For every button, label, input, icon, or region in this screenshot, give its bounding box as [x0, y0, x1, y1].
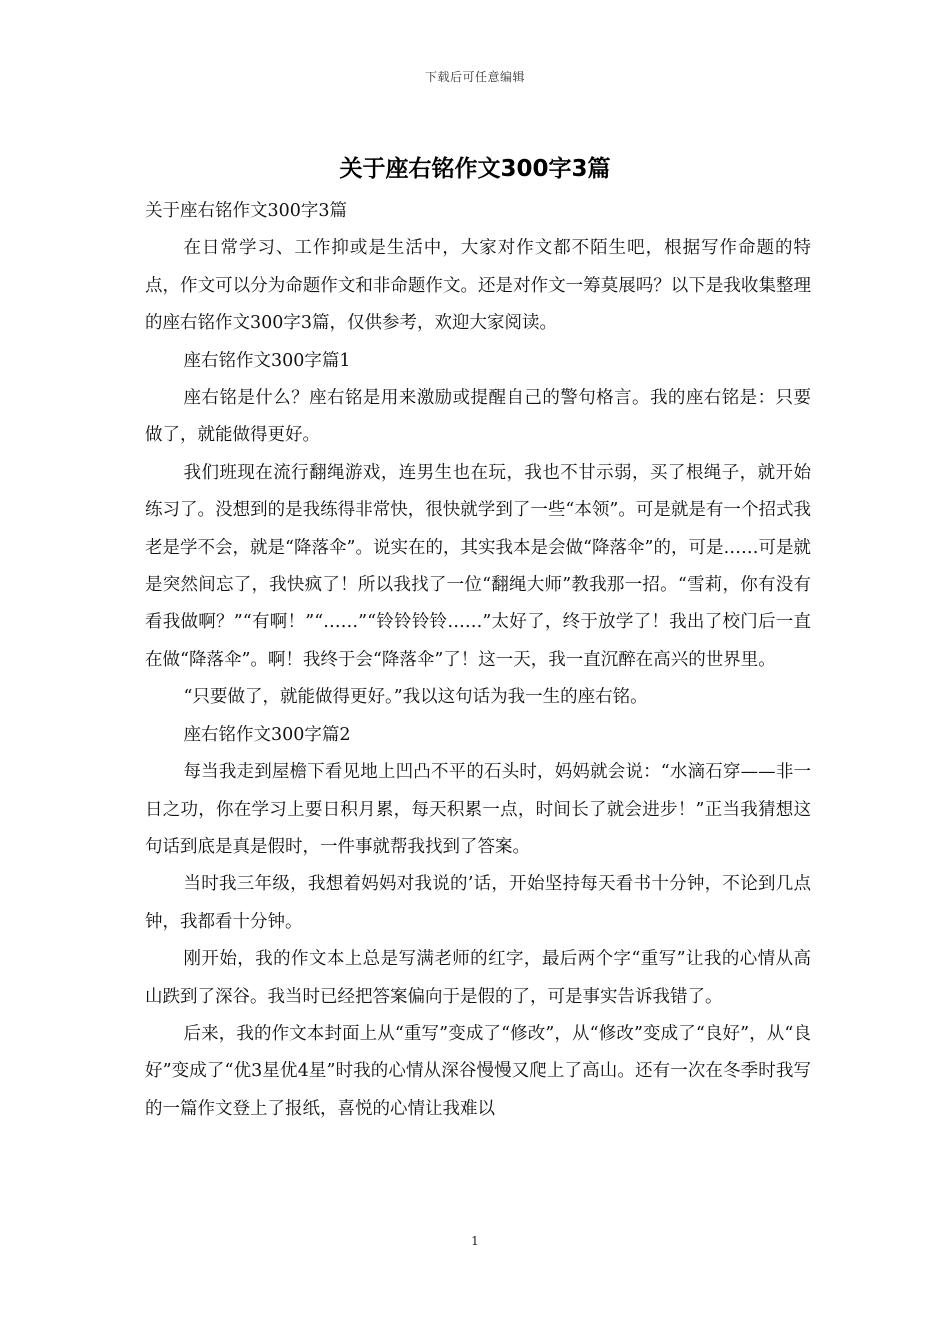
body-paragraph: 当时我三年级，我想着妈妈对我说的’话，开始坚持每天看书十分钟，不论到几点钟，我都看十分钟。 — [145, 874, 811, 932]
body-paragraph: “只要做了，就能做得更好。”我以这句话为我一生的座右铭。 — [183, 687, 648, 708]
subtitle-line: 关于座右铭作文300字3篇 — [145, 201, 348, 221]
page-number: 1 — [471, 1234, 479, 1248]
document-body — [145, 193, 811, 1128]
body-paragraph: 座右铭是什么？座右铭是用来激励或提醒自己的警句格言。我的座右铭是：只要做了，就能做得更好。 — [145, 388, 811, 446]
section-heading-2: 座右铭作文300字篇2 — [183, 724, 351, 745]
body-paragraph: 每当我走到屋檐下看见地上凹凸不平的石头时，妈妈就会说：“水滴石穿——非一日之功，你在学习上要日积月累，每天积累一点，时间长了就会进步！”正当我猜想这句话到底是真是假时，一件事就帮我找到了答案。 — [145, 762, 811, 857]
body-paragraph: 刚开始，我的作文本上总是写满老师的红字，最后两个字“重写”让我的心情从高山跌到了深谷。我当时已经把答案偏向于是假的了，可是事实告诉我错了。 — [145, 949, 811, 1007]
header-note: 下载后可任意编辑 — [424, 70, 525, 84]
section-heading-1: 座右铭作文300字篇1 — [183, 350, 351, 371]
body-paragraph: 后来，我的作文本封面上从“重写”变成了“修改”，从“修改”变成了“良好”，从“良好”变成了“优3星优4星”时我的心情从深谷慢慢又爬上了高山。还有一次在冬季时我写的一篇作文登上了报纸，喜悦的心情让我难以 — [145, 1023, 811, 1119]
document-title: 关于座右铭作文300字3篇 — [339, 156, 611, 182]
body-paragraph: 我们班现在流行翻绳游戏，连男生也在玩，我也不甘示弱，买了根绳子，就开始练习了。没想到的是我练得非常快，很快就学到了一些“本领”。可是就是有一个招式我老是学不会，就是“降落伞”。说实在的，其实我本是会做“降落伞”的，可是……可是就是突然间忘了，我快疯了！所以我找了一位“翻绳大师”教我那一招。“雪莉，你有没有看我做啊？”“有啊！”“……”“铃铃铃铃……”太好了，终于放学了！我出了校门后一直在做“降落伞”。啊！我终于会“降落伞”了！这一天，我一直沉醉在高兴的世界里。 — [145, 462, 811, 670]
intro-paragraph: 在日常学习、工作抑或是生活中，大家对作文都不陌生吧，根据写作命题的特点，作文可以分为命题作文和非命题作文。还是对作文一筹莫展吗？以下是我收集整理的座右铭作文300字3篇，仅供参考，欢迎大家阅读。 — [145, 238, 811, 334]
